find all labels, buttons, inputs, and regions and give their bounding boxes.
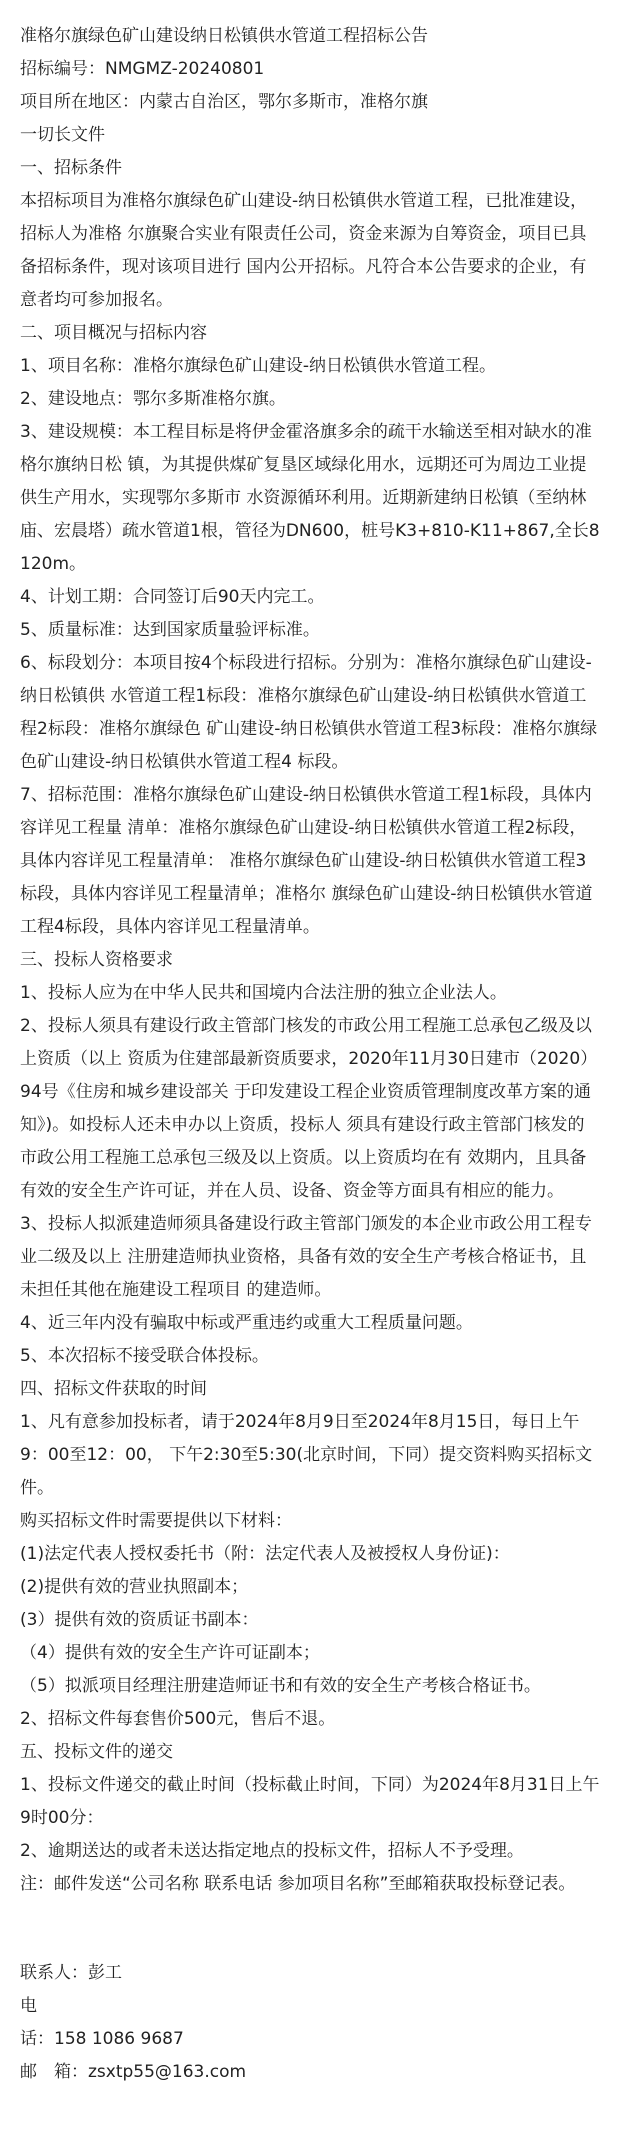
contact-person: 联系人：彭工 [20,1963,122,1983]
required-materials-intro: 购买招标文件时需要提供以下材料： [20,1511,292,1531]
document-note: 一切长文件 [20,125,105,145]
tender-scope-item: 7、招标范围：准格尔旗绿色矿山建设-纳日松镇供水管道工程1标段，具体内容详见工程量 清单：准格尔旗绿色矿山建设-纳日松镇供水管道工程2标段，具体内容详见工程量清单： 准格尔旗绿色矿山建设-纳日松镇供水管道工程3标段，具体内容详见工程量清单；准格尔 旗绿色矿山建设-纳日松镇供水管道工程4标段，具体内容详见工程量清单。 [20,785,593,937]
submission-deadline-item: 1、投标文件递交的截止时间（投标截止时间，下同）为2024年8月31日上午9时00分： [20,1775,600,1828]
required-material-2: (2)提供有效的营业执照副本； [20,1577,249,1597]
section-heading-bidder-qualifications: 三、投标人资格要求 [20,950,173,970]
section-heading-project-overview: 二、项目概况与招标内容 [20,323,207,343]
project-location: 项目所在地区：内蒙古自治区，鄂尔多斯市，准格尔旗 [20,92,428,112]
tender-number: 招标编号：NMGMZ-20240801 [20,59,265,79]
planned-duration-item: 4、计划工期：合同签订后90天内完工。 [20,587,325,607]
late-submission-item: 2、逾期送达的或者未送达指定地点的投标文件，招标人不予受理。 [20,1841,524,1861]
tender-conditions-paragraph: 本招标项目为准格尔旗绿色矿山建设-纳日松镇供水管道工程，已批准建设，招标人为准格 尔旗聚合实业有限责任公司，资金来源为自筹资金，项目已具备招标条件，现对该项目进行 国内公开招标。凡符合本公告要求的企业，有意者均可参加报名。 [20,191,588,310]
blank-space [20,1901,600,1957]
qualification-item-2: 2、投标人须具有建设行政主管部门核发的市政公用工程施工总承包乙级及以上资质（以上 资质为住建部最新资质要求，2020年11月30日建市（2020）94号《住房和城乡建设部关 于印发建设工程企业资质管理制度改革方案的通知》)。如投标人还未申办以上资质，投标人 须具有建设行政主管部门核发的市政公用工程施工总承包三级及以上资质。以上资质均在有 效期内，且具备有效的安全生产许可证，并在人员、设备、资金等方面具有相应的能力。 [20,1016,598,1201]
quality-standard-item: 5、质量标准：达到国家质量验评标准。 [20,620,320,640]
required-material-5: （5）拟派项目经理注册建造师证书和有效的安全生产考核合格证书。 [20,1676,541,1696]
contact-email: 邮 箱：zsxtp55@163.com [20,2062,247,2082]
contact-phone-label: 电 [20,1996,37,2016]
required-material-3: (3）提供有效的资质证书副本： [20,1610,259,1630]
section-heading-tender-conditions: 一、招标条件 [20,158,122,178]
contact-phone: 话：158 1086 9687 [20,2029,184,2049]
project-name-item: 1、项目名称：准格尔旗绿色矿山建设-纳日松镇供水管道工程。 [20,356,496,376]
construction-scale-item: 3、建设规模：本工程目标是将伊金霍洛旗多余的疏干水输送至相对缺水的准格尔旗纳日松 镇，为其提供煤矿复垦区域绿化用水，远期还可为周边工业提供生产用水，实现鄂尔多斯市 水资源循环利用。近期新建纳日松镇（至纳林庙、宏晨塔）疏水管道1根，管径为DN600，桩号K3+810-K11+867,全长8120m。 [20,422,600,574]
required-material-4: （4）提供有效的安全生产许可证副本； [20,1643,320,1663]
qualification-item-1: 1、投标人应为在中华人民共和国境内合法注册的独立企业法人。 [20,983,507,1003]
qualification-item-4: 4、近三年内没有骗取中标或严重违约或重大工程质量问题。 [20,1313,473,1333]
qualification-item-3: 3、投标人拟派建造师须具备建设行政主管部门颁发的本企业市政公用工程专业二级及以上 注册建造师执业资格，具备有效的安全生产考核合格证书，且未担任其他在施建设工程项目 的建造师。 [20,1214,592,1300]
construction-site-item: 2、建设地点：鄂尔多斯准格尔旗。 [20,389,286,409]
section-heading-bid-submission: 五、投标文件的递交 [20,1742,173,1762]
lot-division-item: 6、标段划分：本项目按4个标段进行招标。分别为：准格尔旗绿色矿山建设-纳日松镇供 水管道工程1标段：准格尔旗绿色矿山建设-纳日松镇供水管道工程2标段：准格尔旗绿色 矿山建设-纳日松镇供水管道工程3标段：准格尔旗绿色矿山建设-纳日松镇供水管道工程4 标段。 [20,653,598,772]
acquisition-time-item: 1、凡有意参加投标者，请于2024年8月9日至2024年8月15日，每日上午9：00至12：00， 下午2:30至5:30(北京时间，下同）提交资料购买招标文件。 [20,1412,593,1498]
qualification-item-5: 5、本次招标不接受联合体投标。 [20,1346,269,1366]
required-material-1: (1)法定代表人授权委托书（附：法定代表人及被授权人身份证)： [20,1544,510,1564]
document-title: 准格尔旗绿色矿山建设纳日松镇供水管道工程招标公告 [20,26,428,46]
document-price-item: 2、招标文件每套售价500元，售后不退。 [20,1709,336,1729]
email-note: 注：邮件发送“公司名称 联系电话 参加项目名称”至邮箱获取投标登记表。 [20,1874,576,1894]
section-heading-document-acquisition: 四、招标文件获取的时间 [20,1379,207,1399]
